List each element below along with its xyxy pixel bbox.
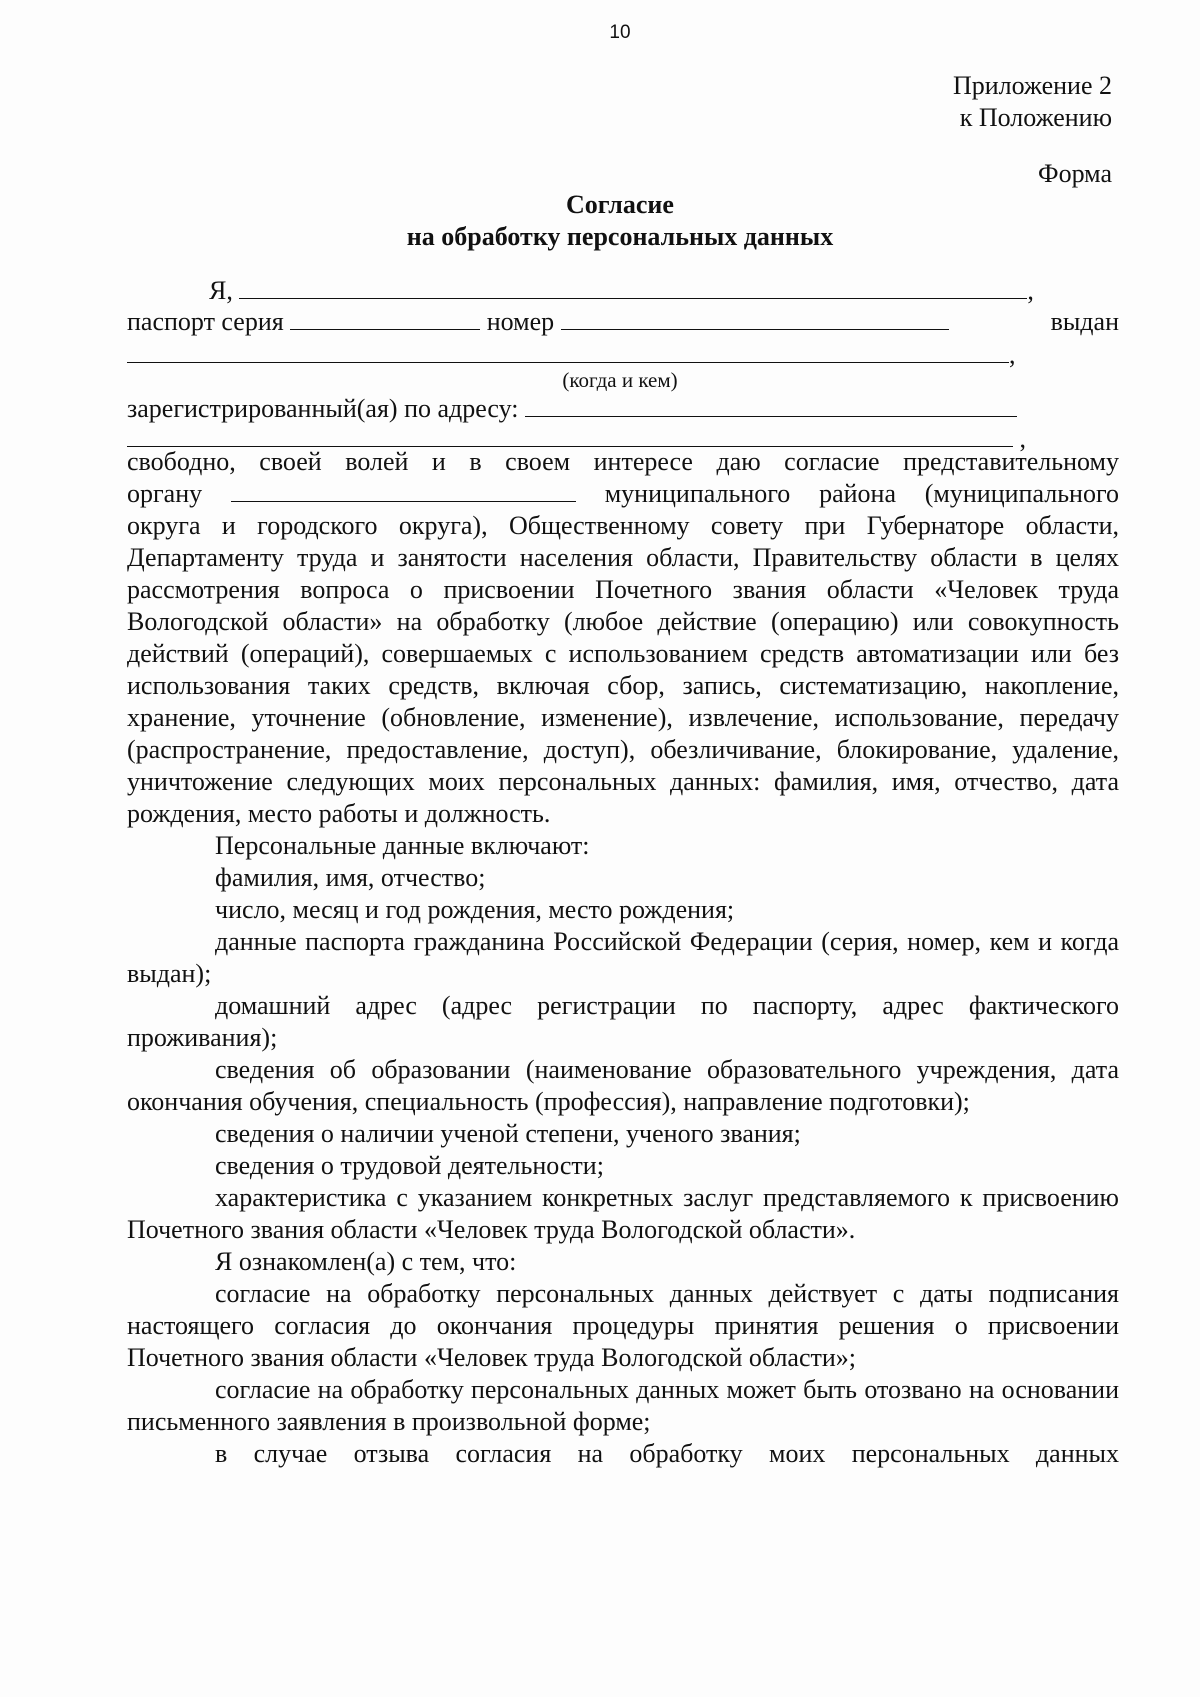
passport-series-label: паспорт серия [127, 307, 284, 336]
personal-data-item: сведения о наличии ученой степени, ученого звания; [215, 1119, 801, 1148]
personal-data-item: домашний адрес (адрес регистрации по паспорту, адрес фактического проживания); [127, 991, 1119, 1052]
i-label: Я, [209, 276, 233, 305]
document-body [127, 446, 1119, 1470]
passport-number-field[interactable] [561, 307, 949, 330]
passport-series-field[interactable] [290, 307, 480, 330]
personal-data-item: данные паспорта гражданина Российской Федерации (серия, номер, кем и когда выдан); [127, 927, 1119, 988]
personal-data-intro: Персональные данные включают: [215, 831, 590, 860]
issued-comma: , [1009, 340, 1016, 369]
when-by-whom-caption: (когда и кем) [562, 368, 678, 392]
appendix-label: Приложение 2 [952, 71, 1112, 100]
to-regulation-label: к Положению [959, 103, 1112, 132]
personal-data-item: сведения об образовании (наименование образовательного учреждения, дата окончания обучения, специальность (профессия), направление подготовки); [127, 1055, 1119, 1116]
organ-tail: муниципального района (муниципального [604, 479, 1119, 508]
address-field-2[interactable] [127, 424, 1013, 447]
consent-line-1: свободно, своей волей и в своем интересе даю согласие представительному [127, 447, 1119, 476]
form-label: Форма [1038, 159, 1112, 188]
address-field[interactable] [525, 394, 1017, 417]
consent-organ-line [127, 478, 1119, 510]
name-comma: , [1027, 276, 1034, 305]
personal-data-item: фамилия, имя, отчество; [215, 863, 486, 892]
personal-data-item: сведения о трудовой деятельности; [215, 1151, 604, 1180]
issued-by-line [127, 340, 1119, 370]
acknowledgement-item: согласие на обработку персональных данных может быть отозвано на основании письменного заявления в произвольной форме; [127, 1375, 1119, 1436]
acknowledgement-item: согласие на обработку персональных данных действует с даты подписания настоящего согласия до окончания процедуры принятия решения о присвоении Почетного звания области «Человек труда Вологодской области»; [127, 1279, 1119, 1372]
address-line [127, 394, 1119, 424]
registered-label: зарегистрированный(ая) по адресу: [127, 394, 519, 423]
organ-field[interactable] [231, 481, 576, 502]
full-name-field[interactable] [239, 276, 1027, 299]
issued-label: выдан [1050, 307, 1119, 336]
passport-line [127, 307, 1119, 337]
page-number: 10 [609, 22, 631, 43]
acknowledgement-intro: Я ознакомлен(а) с тем, что: [215, 1247, 517, 1276]
address-comma: , [1019, 424, 1026, 453]
passport-number-label: номер [486, 307, 555, 336]
document-title: Согласие [566, 190, 674, 219]
name-line [127, 276, 1119, 306]
issued-by-field[interactable] [127, 340, 1009, 363]
consent-text: округа и городского округа), Общественному совету при Губернаторе области, Департаменту труда и занятости населения области, Правительству области в целях рассмотрения вопроса о присвоении Почетного звания области «Человек труда Вологодской области» на обработку (любое действие (операцию) или совокупность действий (операций), совершаемых с использованием средств автоматизации или без использования таких средств, включая сбор, запись, систематизацию, накопление, хранение, уточнение (обновление, изменение), извлечение, использование, передачу (распространение, предоставление, доступ), обезличивание, блокирование, удаление, уничтожение следующих моих персональных данных: фамилия, имя, отчество, дата рождения, место работы и должность. [127, 511, 1119, 828]
acknowledgement-item: в случае отзыва согласия на обработку моих персональных данных [215, 1439, 1119, 1468]
organ-label: органу [127, 479, 203, 508]
document-subtitle: на обработку персональных данных [406, 222, 834, 251]
personal-data-item: число, месяц и год рождения, место рождения; [215, 895, 735, 924]
personal-data-item: характеристика с указанием конкретных заслуг представляемого к присвоению Почетного звания области «Человек труда Вологодской области». [127, 1183, 1119, 1244]
